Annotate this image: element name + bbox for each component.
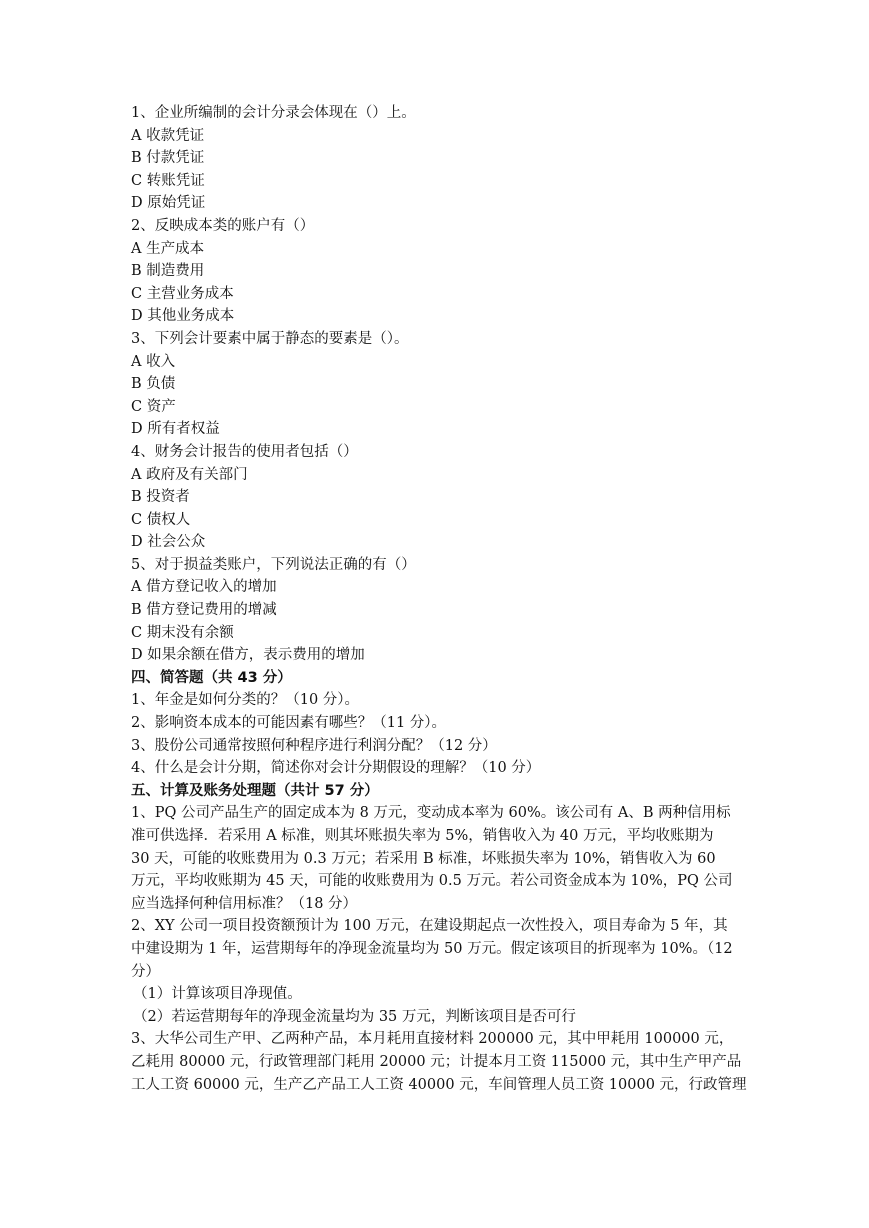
section-calculation: [131, 780, 747, 1096]
calc-question-3: [131, 1028, 747, 1096]
option-a: A 收入: [131, 353, 176, 370]
option-c: C 资产: [131, 398, 176, 415]
option-d: D 所有者权益: [131, 421, 220, 438]
paragraph-line: 2、XY 公司一项目投资额预计为 100 万元，在建设期起点一次性投入，项目寿命为 5 年，其: [131, 918, 728, 935]
section-title: 四、简答题（共 43 分）: [131, 669, 292, 686]
mc-question-1: [131, 102, 741, 215]
question-text: 4、财务会计报告的使用者包括（）: [131, 443, 358, 460]
option-c: C 债权人: [131, 511, 191, 528]
short-question-1: 1、年金是如何分类的？（10 分）。: [131, 692, 360, 709]
option-c: C 期末没有余额: [131, 624, 234, 641]
sub-question-1: （1）计算该项目净现值。: [133, 986, 302, 1003]
section-title: 五、计算及账务处理题（共计 57 分）: [131, 782, 379, 799]
mc-question-2: [131, 215, 741, 328]
mc-question-5: [131, 554, 741, 667]
mc-question-4: [131, 441, 741, 554]
mc-question-3: [131, 328, 741, 441]
paragraph-line: 万元，平均收账期为 45 天，可能的收账费用为 0.5 万元。若公司资金成本为 10%，PQ 公司: [131, 873, 733, 890]
option-d: D 原始凭证: [131, 195, 206, 212]
paragraph-line: 3、大华公司生产甲、乙两种产品，本月耗用直接材料 200000 元，其中甲耗用 100000 元，: [131, 1031, 734, 1048]
option-b: B 制造费用: [131, 263, 205, 280]
option-b: B 负债: [131, 376, 176, 393]
option-a: A 政府及有关部门: [131, 466, 248, 483]
question-text: 5、对于损益类账户，下列说法正确的有（）: [131, 556, 416, 573]
option-d: D 社会公众: [131, 534, 206, 551]
paragraph-line: 乙耗用 80000 元，行政管理部门耗用 20000 元；计提本月工资 115000 元，其中生产甲产品: [131, 1053, 742, 1070]
option-d: D 如果余额在借方，表示费用的增加: [131, 647, 365, 664]
option-c: C 转账凭证: [131, 172, 205, 189]
question-text: 1、企业所编制的会计分录会体现在（）上。: [131, 105, 416, 121]
option-d: D 其他业务成本: [131, 308, 235, 325]
option-b: B 付款凭证: [131, 150, 205, 167]
option-a: A 生产成本: [131, 240, 205, 257]
paragraph-line: 30 天，可能的收账费用为 0.3 万元；若采用 B 标准，坏账损失率为 10%，销售收入为 60: [131, 850, 716, 867]
paragraph-line: 中建设期为 1 年，运营期每年的净现金流量均为 50 万元。假定该项目的折现率为 10%。（12: [131, 940, 733, 957]
option-a: A 借方登记收入的增加: [131, 579, 277, 596]
question-text: 2、反映成本类的账户有（）: [131, 217, 315, 234]
document-page: [131, 102, 747, 1096]
paragraph-line: 准可供选择．若采用 A 标准，则其坏账损失率为 5%，销售收入为 40 万元，平均收账期为: [131, 828, 714, 844]
paragraph-line: 1、PQ 公司产品生产的固定成本为 8 万元，变动成本率为 60%。该公司有 A、B 两种信用标: [131, 805, 731, 822]
option-b: B 借方登记费用的增减: [131, 602, 277, 619]
paragraph-line: 工人工资 60000 元，生产乙产品工人工资 40000 元，车间管理人员工资 10000 元，行政管理: [131, 1076, 747, 1093]
calc-question-1: [131, 802, 741, 915]
short-question-3: 3、股份公司通常按照何种程序进行利润分配？（12 分）: [131, 737, 497, 754]
question-text: 3、下列会计要素中属于静态的要素是（）。: [131, 330, 409, 347]
option-a: A 收款凭证: [131, 127, 205, 144]
option-c: C 主营业务成本: [131, 285, 234, 302]
sub-question-2: （2）若运营期每年的净现金流量均为 35 万元，判断该项目是否可行: [133, 1008, 576, 1025]
option-b: B 投资者: [131, 489, 190, 506]
section-short-answer: [131, 667, 741, 780]
paragraph-line: 分）: [131, 963, 160, 980]
calc-question-2: [131, 915, 741, 1028]
short-question-4: 4、什么是会计分期，简述你对会计分期假设的理解？（10 分）: [131, 760, 541, 777]
short-question-2: 2、影响资本成本的可能因素有哪些？（11 分）。: [131, 715, 447, 732]
paragraph-line: 应当选择何种信用标准？（18 分）: [131, 895, 358, 912]
